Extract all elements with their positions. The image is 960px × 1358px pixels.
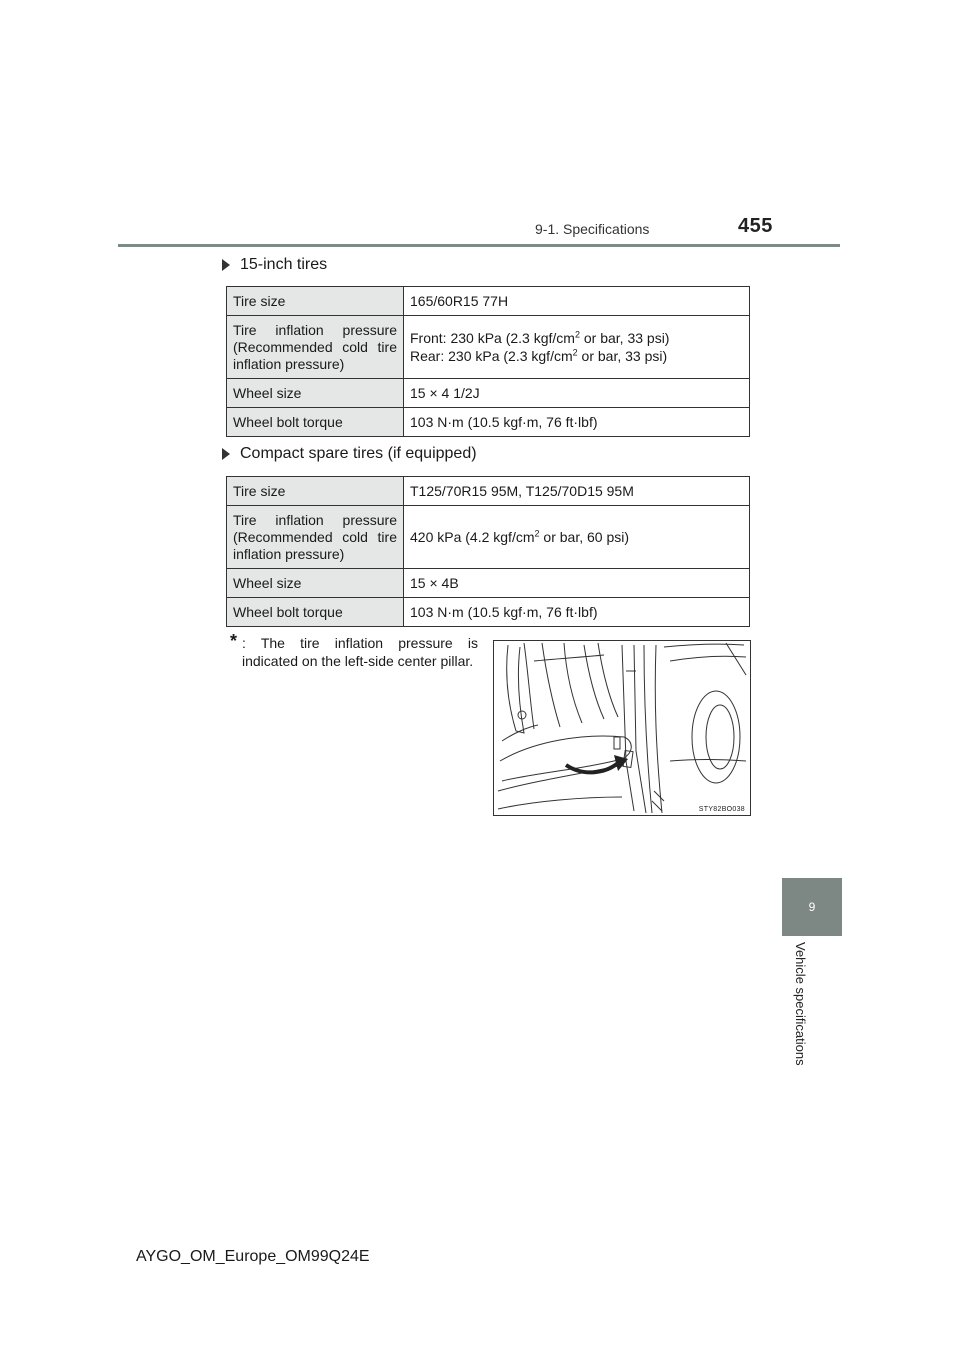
table-row (227, 408, 750, 437)
triangle-bullet-icon (222, 448, 230, 460)
row-value (404, 506, 750, 569)
illustration-center-pillar (493, 640, 751, 816)
footnote-marker: * (230, 631, 238, 651)
heading-text: 15-inch tires (240, 256, 328, 273)
page-number: 455 (738, 215, 773, 237)
illustration-code: STY82BO038 (698, 806, 745, 813)
row-label: Tire inflation pressure (Recommended cold tire inflation pressure) (227, 316, 404, 379)
table-row (227, 477, 750, 506)
row-value: T125/70R15 95M, T125/70D15 95M (404, 477, 750, 506)
superscript: 2 (574, 329, 580, 340)
row-value: 15 × 4 1/2J (404, 379, 750, 408)
value-line: Rear: 230 kPa (2.3 kgf/cm (410, 348, 573, 364)
table-row (227, 287, 750, 316)
triangle-bullet-icon (222, 259, 230, 271)
row-value: 15 × 4B (404, 569, 750, 598)
table-row (227, 569, 750, 598)
value-line: 420 kPa (4.2 kgf/cm (410, 529, 535, 545)
chapter-tab (782, 878, 842, 936)
heading-text: Compact spare tires (if equipped) (240, 445, 477, 462)
spec-table-15-inch (226, 286, 750, 437)
document-id: AYGO_OM_Europe_OM99Q24E (136, 1248, 370, 1265)
section-heading-15-inch (222, 256, 327, 274)
table-row (227, 379, 750, 408)
value-line: Front: 230 kPa (2.3 kgf/cm (410, 330, 575, 346)
footnote (230, 631, 478, 670)
row-label: Wheel size (227, 569, 404, 598)
section-heading-compact-spare (222, 445, 477, 463)
chapter-label (792, 930, 808, 1100)
table-row (227, 506, 750, 569)
header-divider (118, 244, 840, 247)
footnote-text: : The tire inflation pressure is indicated on the left-side center pillar. (242, 635, 478, 669)
spec-table-compact-spare (226, 476, 750, 627)
row-label: Wheel bolt torque (227, 598, 404, 627)
table-row (227, 598, 750, 627)
value-line: or bar, 33 psi) (577, 348, 668, 364)
row-value: 103 N·m (10.5 kgf·m, 76 ft·lbf) (404, 408, 750, 437)
row-value (404, 316, 750, 379)
chapter-number: 9 (808, 900, 816, 914)
row-value: 165/60R15 77H (404, 287, 750, 316)
superscript: 2 (534, 528, 540, 539)
table-row (227, 316, 750, 379)
row-value: 103 N·m (10.5 kgf·m, 76 ft·lbf) (404, 598, 750, 627)
car-door-pillar-illustration (494, 641, 750, 815)
row-label: Wheel bolt torque (227, 408, 404, 437)
value-line: or bar, 60 psi) (539, 529, 630, 545)
row-label: Tire size (227, 287, 404, 316)
row-label: Tire inflation pressure (Recommended cold tire inflation pressure) (227, 506, 404, 569)
value-line: or bar, 33 psi) (579, 330, 670, 346)
row-label: Tire size (227, 477, 404, 506)
section-title: 9-1. Specifications (535, 221, 650, 237)
row-label: Wheel size (227, 379, 404, 408)
superscript: 2 (572, 347, 578, 358)
chapter-label-text: Vehicle specifications (793, 942, 808, 1066)
